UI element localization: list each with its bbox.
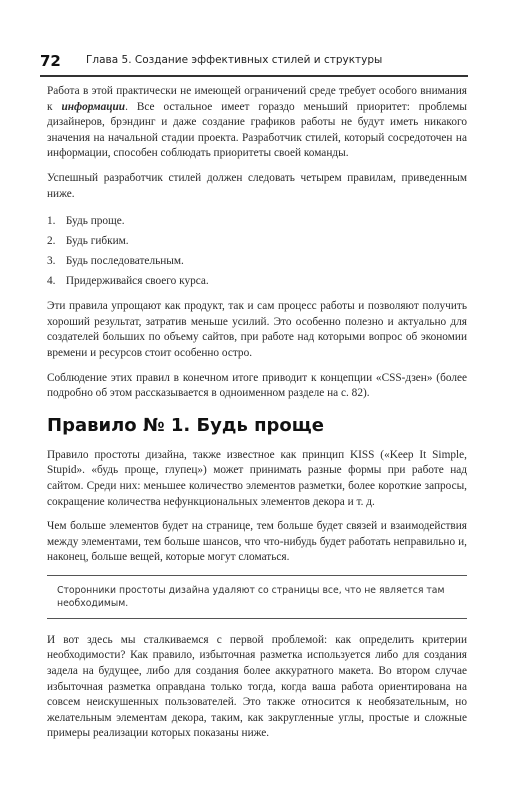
page-number: 72: [40, 52, 61, 70]
list-item: [47, 271, 467, 291]
list-item-number: 4.: [47, 275, 56, 288]
list-item-number: 2.: [47, 235, 56, 248]
rules-list: [47, 211, 467, 291]
section-heading: Правило № 1. Будь проще: [47, 414, 324, 436]
list-item: [47, 211, 467, 231]
page-header: [40, 52, 468, 74]
list-item-number: 3.: [47, 255, 56, 268]
list-item: [47, 231, 467, 251]
list-item-text: Будь последовательным.: [65, 255, 184, 268]
page-content: [47, 84, 467, 751]
list-item-text: Будь гибким.: [65, 235, 129, 248]
paragraph-intro-start: Работа в этой практически не имеющей ограничений среде требует особого внимания к: [47, 85, 467, 113]
paragraph-css-zen: Соблюдение этих правил в конечном итоге приводит к концепции «CSS-дзен» (более подробно об этом рассказывается в одноименном разделе на с. 82).: [47, 371, 467, 400]
list-item-number: 1.: [47, 215, 56, 228]
paragraph-intro-end: . Все остальное имеет гораздо меньший приоритет: проблемы дизайнеров, брэндинг и даже создание графиков работы не будут иметь никакого значения на начальной стадии проекта. Разработчик стилей, который сосредоточен на информации, способен соблюдать приоритеты своей команды.: [47, 100, 467, 160]
running-head: Глава 5. Создание эффективных стилей и структуры: [86, 54, 383, 66]
emphasis-information: информации: [61, 100, 126, 113]
paragraph-criteria: И вот здесь мы сталкиваемся с первой проблемой: как определить критерии необходимости? Как правило, избыточная разметка используется либо для создания задела на будущее, либо для создания более аккуратного макета. Во втором случае избыточная разметка оправдана только тогда, когда ваша работа ориентирована на совсем неискушенных пользователей. Это также относится к необязательным, но желательным элементам декора, таким, как закругленные углы, простые и сложные примеры реализации которых показаны ниже.: [47, 633, 467, 740]
paragraph-intro: [47, 84, 467, 162]
list-item: [47, 251, 467, 271]
header-rule: [40, 75, 468, 77]
paragraph-kiss: Правило простоты дизайна, также известное как принцип KISS («Keep It Simple, Stupid». «будь проще, глупец») может принимать разные формы при работе над сайтом. Среди них: меньшее количество элементов разметки, более короткие запросы, сокращение количества нефункциональных элементов декора и т. д.: [47, 448, 467, 508]
list-item-text: Будь проще.: [65, 215, 125, 228]
paragraph-rules-benefit: Эти правила упрощают как продукт, так и сам процесс работы и позволяют получить хороший результат, затратив меньше усилий. Это особенно полезно и актуально для создателей больших по объему сайтов, при работе над которыми вопрос об экономии времени и ресурсов стоит особенно остро.: [47, 300, 467, 359]
list-item-text: Придерживайся своего курса.: [65, 275, 209, 288]
note-box: Сторонники простоты дизайна удаляют со страницы все, что не является там необходимым.: [47, 575, 467, 619]
paragraph-rules-lead: Успешный разработчик стилей должен следовать четырем правилам, приведенным ниже.: [47, 171, 467, 200]
paragraph-elements: Чем больше элементов будет на странице, тем больше будет связей и взаимодействия между элементами, тем больше шансов, что что-нибудь будет работать неправильно и, наконец, больше вещей, которые могут сломаться.: [47, 520, 467, 564]
